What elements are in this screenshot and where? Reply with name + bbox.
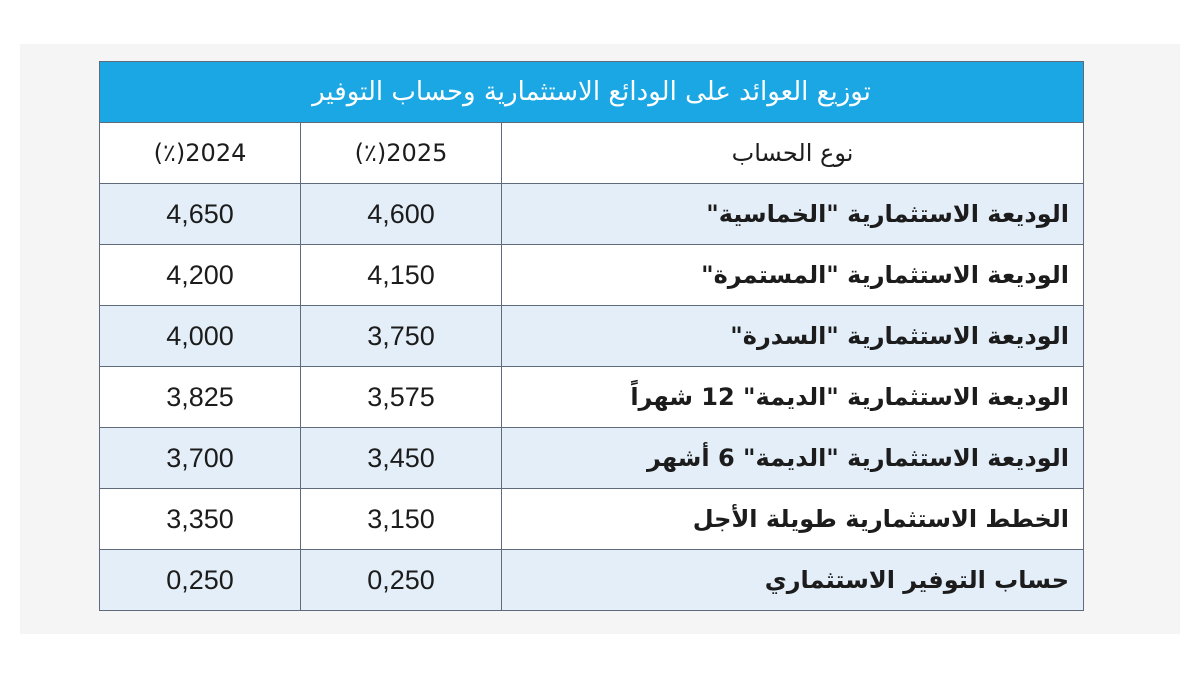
value-2024-cell: 4,000 <box>100 306 301 367</box>
value-2025-cell: 4,600 <box>301 184 502 245</box>
table-row <box>100 367 1084 428</box>
value-2025-cell: 3,150 <box>301 489 502 550</box>
table-row <box>100 489 1084 550</box>
value-2025-cell: 3,575 <box>301 367 502 428</box>
returns-table-container <box>99 61 1083 611</box>
header-year-2024: 2024(٪) <box>100 123 301 184</box>
title-row <box>100 62 1084 123</box>
account-type-cell: الوديعة الاستثمارية "الديمة" 12 شهراً <box>502 367 1084 428</box>
value-2024-cell: 4,650 <box>100 184 301 245</box>
value-2024-cell: 3,825 <box>100 367 301 428</box>
value-2025-cell: 4,150 <box>301 245 502 306</box>
returns-table <box>99 61 1084 611</box>
table-title: توزيع العوائد على الودائع الاستثمارية وحساب التوفير <box>100 62 1084 123</box>
table-row <box>100 428 1084 489</box>
header-row <box>100 123 1084 184</box>
account-type-cell: حساب التوفير الاستثماري <box>502 550 1084 611</box>
account-type-cell: الوديعة الاستثمارية "المستمرة" <box>502 245 1084 306</box>
value-2024-cell: 4,200 <box>100 245 301 306</box>
table-row <box>100 184 1084 245</box>
value-2024-cell: 3,700 <box>100 428 301 489</box>
value-2024-cell: 0,250 <box>100 550 301 611</box>
table-row <box>100 245 1084 306</box>
value-2025-cell: 3,450 <box>301 428 502 489</box>
value-2025-cell: 0,250 <box>301 550 502 611</box>
header-year-2025: 2025(٪) <box>301 123 502 184</box>
account-type-cell: الوديعة الاستثمارية "الديمة" 6 أشهر <box>502 428 1084 489</box>
table-row <box>100 550 1084 611</box>
value-2024-cell: 3,350 <box>100 489 301 550</box>
table-row <box>100 306 1084 367</box>
account-type-cell: الوديعة الاستثمارية "الخماسية" <box>502 184 1084 245</box>
account-type-cell: الوديعة الاستثمارية "السدرة" <box>502 306 1084 367</box>
header-account-type: نوع الحساب <box>502 123 1084 184</box>
account-type-cell: الخطط الاستثمارية طويلة الأجل <box>502 489 1084 550</box>
value-2025-cell: 3,750 <box>301 306 502 367</box>
